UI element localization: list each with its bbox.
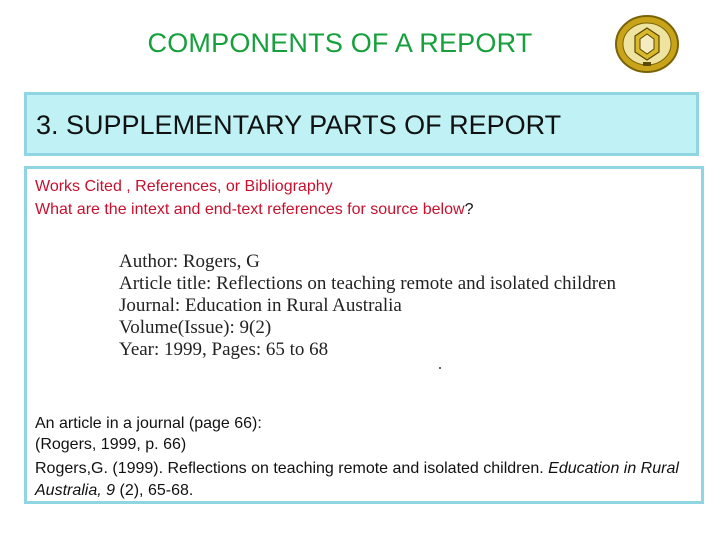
question-text: What are the intext and end-text references for source below xyxy=(35,201,465,218)
slide-title: COMPONENTS OF A REPORT xyxy=(147,28,533,58)
works-cited-heading: Works Cited , References, or Bibliography xyxy=(35,178,333,195)
speck-mark xyxy=(439,367,441,369)
reference-part1: Rogers,G. (1999). Reflections on teaching remote and isolated children. xyxy=(35,460,549,477)
content-box xyxy=(24,166,704,504)
source-volume-issue: Volume(Issue): 9(2) xyxy=(119,317,272,338)
end-text-reference xyxy=(35,458,695,502)
source-author: Author: Rogers, G xyxy=(119,251,260,272)
source-article-title: Article title: Reflections on teaching remote and isolated children xyxy=(119,273,616,294)
university-seal-icon xyxy=(614,14,680,74)
question-mark: ? xyxy=(464,201,474,218)
reference-journal: Education in Rural Australia, 9 xyxy=(35,460,679,499)
source-year-pages: Year: 1999, Pages: 65 to 68 xyxy=(119,339,329,360)
example-title: An article in a journal (page 66): xyxy=(35,415,262,432)
source-journal: Journal: Education in Rural Australia xyxy=(119,295,402,316)
question-line xyxy=(35,201,473,219)
reference-part2: (2), 65-68. xyxy=(115,482,194,499)
intext-citation: (Rogers, 1999, p. 66) xyxy=(35,436,187,453)
section-heading-box xyxy=(24,92,699,156)
source-details xyxy=(119,251,616,361)
section-heading: 3. SUPPLEMENTARY PARTS OF REPORT xyxy=(36,110,562,140)
